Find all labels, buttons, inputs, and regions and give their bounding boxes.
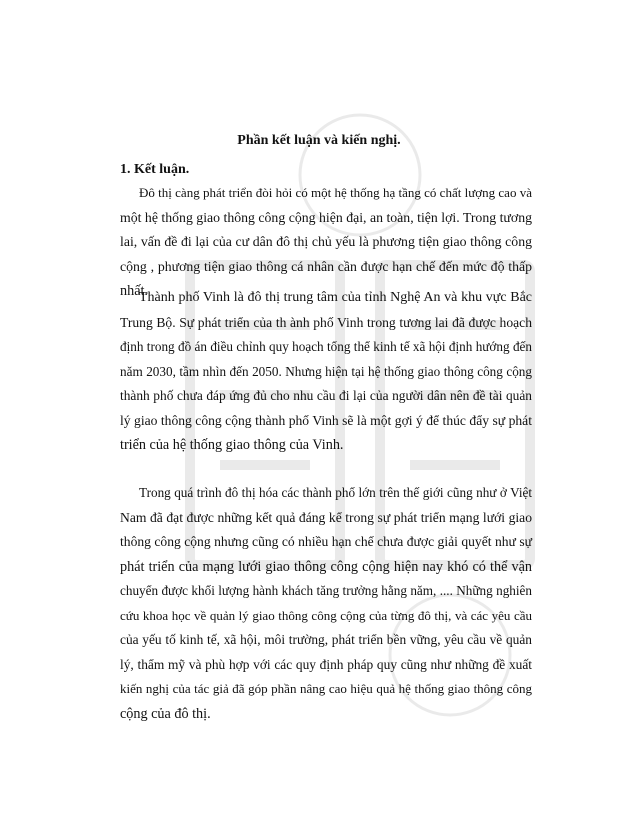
text-line: phát triển của mạng lưới giao thông công cộng hiện nay khó có thể vận bbox=[120, 558, 532, 575]
text-line: lai, vấn đề đi lại của cư dân đô thị chủ yếu là phương tiện giao thông công bbox=[120, 234, 532, 249]
text-line: thành phố chưa đáp ứng đủ cho nhu cầu đi lại của người dân nên đề tài quản bbox=[120, 388, 532, 403]
paragraph bbox=[120, 481, 532, 726]
text-line: lý giao thông công cộng thành phố Vinh sẽ là một gợi ý để thúc đẩy sự phát bbox=[120, 412, 532, 428]
text-line: kiến nghị của tác giả đã góp phần nâng cao hiệu quả hệ thống giao thông công bbox=[120, 681, 532, 696]
text-line: cộng của đô thị. bbox=[120, 705, 211, 722]
text-line: Thành phố Vinh là đô thị trung tâm của tỉnh Nghệ An và khu vực Bắc bbox=[139, 290, 532, 305]
text-line: Đô thị càng phát triển đòi hỏi có một hệ thống hạ tầng có chất lượng cao và bbox=[139, 185, 532, 200]
page-title: Phần kết luận và kiến nghị. bbox=[237, 133, 401, 148]
text-line: của yếu tố kinh tế, xã hội, môi trường, phát triển bền vững, yêu cầu về quản bbox=[120, 632, 532, 647]
paragraph bbox=[120, 286, 532, 458]
text-line: Trong quá trình đô thị hóa các thành phố lớn trên thế giới cũng như ở Việt bbox=[139, 485, 532, 500]
text-line: nhất. bbox=[120, 283, 148, 299]
text-line: cộng , phương tiện giao thông cá nhân cần được hạn chế đến mức độ thấp bbox=[120, 258, 532, 274]
text-line: định trong đồ án điều chỉnh quy hoạch tổng thể kinh tế xã hội định hướng đến bbox=[120, 339, 532, 354]
text-line: lý, thẩm mỹ và phù hợp với các quy định pháp quy cũng như những đề xuất bbox=[120, 656, 532, 672]
text-line: triển của hệ thống giao thông của Vinh. bbox=[120, 437, 344, 453]
text-line: thông công cộng nhưng cũng có nhiều hạn chế chưa được giải quyết như sự bbox=[120, 534, 532, 549]
text-line: Nam đã đạt được những kết quả đáng kể trong sự phát triển mạng lưới giao bbox=[120, 509, 532, 525]
text-line: một hệ thống giao thông công cộng hiện đại, an toàn, tiện lợi. Trong tương bbox=[120, 209, 532, 225]
section-heading: 1. Kết luận. bbox=[120, 162, 190, 177]
text-line: năm 2030, tầm nhìn đến 2050. Nhưng hiện tại hệ thống giao thông công cộng bbox=[120, 363, 532, 379]
text-line: cứu khoa học về quản lý giao thông công cộng của từng đô thị, và các yêu cầu bbox=[120, 607, 532, 623]
text-line: Trung Bộ. Sự phát triển của th ành phố Vinh trong tương lai đã được hoạch bbox=[120, 314, 532, 330]
text-line: chuyển được khối lượng hành khách tăng trưởng hằng năm, .... Những nghiên bbox=[120, 583, 532, 598]
